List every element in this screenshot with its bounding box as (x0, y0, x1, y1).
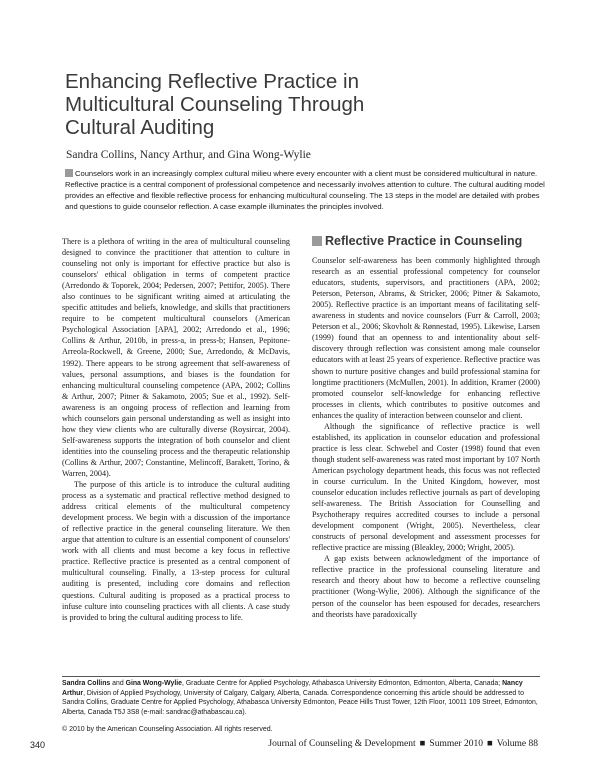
title-line: Cultural Auditing (65, 116, 215, 139)
journal-footer (268, 739, 538, 749)
footnote-author-name: Nancy Arthur (62, 680, 523, 697)
page-number: 340 (30, 740, 46, 750)
section-heading (312, 236, 540, 247)
left-column (62, 236, 290, 623)
body-paragraph: Although the significance of reflective practice is well established, its application in counselor education and professional practice is less clear. Schwebel and Coster (1998) found that even though student self-awareness was rated most important by 107 North American psychology department heads, this focus was not reflected in course curriculum. In the United Kingdom, however, most counselor education includes reflective journals as part of developing self-awareness. The British Association for Counselling and Psychotherapy requires accredited courses to include a personal development component (Wright, 2005). Nevertheless, clear constructs of personal development and assessment processes for reflective practice are missing (Bleakley, 2000; Wright, 2005). (312, 421, 540, 553)
journal-volume: Volume 88 (496, 739, 538, 749)
footer-separator: ■ (419, 739, 426, 749)
footnote-author-name: Gina Wong-Wylie (125, 680, 182, 687)
footnote-affiliation: , Graduate Centre for Applied Psychology, Athabasca University Edmonton, Edmonton, Alberta, Canada; (181, 680, 503, 687)
abstract-text: Counselors work in an increasingly complex cultural milieu where every encounter with a client must be considered multicultural in nature. Reflective practice is a central component of professional competence and necessarily involves attention to culture. The cultural auditing model provides an effective and flexible reflective process for enhancing multicultural counseling. The 13 steps in the model are detailed with probes and questions to guide counselor reflection. A case example illuminates the principles involved. (65, 169, 545, 211)
journal-name: Journal of Counseling & Development (268, 739, 416, 749)
body-paragraph: There is a plethora of writing in the area of multicultural counseling designed to convince the practitioner that attention to culture in counseling not only is important for effective practice but also is counselors' ethical obligation in terms of competent practice (Arredondo & Toporek, 2004; Pedersen, 2007; Pettifor, 2005). There also continues to be significant writing aimed at articulating the specific attitudes and beliefs, knowledge, and skills that practitioners require to be competent multicultural counselors (American Psychological Association [APA], 2002; Arredondo et al., 1996; Collins & Arthur, 2010b, in press-a, in press-b; Hansen, Pepitone-Arreola-Rockwell, & Greene, 2000; Sue, Arredondo, & McDavis, 1992). There appears to be strong agreement that self-awareness of values, personal assumptions, and biases is the foundation for enhancing multicultural counseling competence (APA, 2002; Collins & Arthur, 2007; Pitner & Sakamoto, 2005; Sue et al., 1992). Self-awareness is an ongoing process of reflection and learning from which counselors gain personal understanding as well as insight into how they view clients who are culturally diverse (Roysircar, 2004). Self-awareness supports the integration of both counselor and client identities into the counseling process and the therapeutic relationship (Collins & Arthur, 2007; Constantine, Melincoff, Barakett, Torino, & Warren, 2004). (62, 237, 290, 478)
footer-separator: ■ (486, 739, 493, 749)
section-bullet-icon (312, 236, 322, 246)
body-paragraph: The purpose of this article is to introduce the cultural auditing process as a systematic and practical reflective method designed to address critical elements of the multicultural competency development process. We begin with a discussion of the importance of reflective practice in the general counseling literature. We then argue that attention to culture is an essential component of counselors' work with all clients and must become a key focus in reflective practice. Reflective practice is presented as a central component of multicultural counseling. Finally, a 13-step process for cultural auditing is presented, including core domains and reflection questions. Cultural auditing is proposed as a practical process to infuse culture into counseling practices with all clients. A case study is provided to bring the cultural auditing process to life. (62, 480, 290, 622)
author-list: Sandra Collins, Nancy Arthur, and Gina Wong-Wylie (66, 149, 311, 161)
footnote-affiliation: , Division of Applied Psychology, University of Calgary, Calgary, Alberta, Canada. Correspondence concerning this article should be addressed to Sandra Collins, Graduate Centre for Applied Psychology, Athabasca University Edmonton, Peace Hills Trust Tower, 12th Floor, 10011 109 Street, Edmonton, Alberta, Canada T5J 3S8 (e-mail: sandrac@athabascau.ca). (62, 689, 538, 717)
title-line: Multicultural Counseling Through (65, 93, 365, 116)
journal-issue: Summer 2010 (429, 739, 483, 749)
abstract (65, 168, 545, 212)
section-heading-text: Reflective Practice in Counseling (325, 234, 523, 248)
right-column (312, 236, 540, 620)
article-title (65, 70, 485, 139)
section-bullet-icon (65, 169, 73, 177)
author-footnote: Sandra Collins and Gina Wong-Wylie, Graduate Centre for Applied Psychology, Athabasca University Edmonton, Edmonton, Alberta, Canada; Nancy Arthur, Division of Applied Psychology, University of Calgary, Calgary, Alberta, Canada. Correspondence concerning this article should be addressed to Sandra Collins, Graduate Centre for Applied Psychology, Athabasca University Edmonton, Peace Hills Trust Tower, 12th Floor, 10011 109 Street, Edmonton, Alberta, Canada T5J 3S8 (e-mail: sandrac@athabascau.ca). (62, 680, 538, 717)
title-line: Enhancing Reflective Practice in (65, 70, 359, 93)
footnote-divider (62, 676, 540, 677)
body-paragraph: Counselor self-awareness has been commonly highlighted through research as an essential professional competency for counselor educators, students, supervisors, and practitioners (APA, 2002; Peterson, Peterson, Abrams, & Stricker, 2006; Pitner & Sakamoto, 2005). Reflective practice is an important means of facilitating self-awareness in students and novice counselors (Furr & Carroll, 2003; Peterson et al., 2006; Skovholt & Rønnestad, 1995). Likewise, Larsen (1999) found that an openness to and intentionality about self-discovery through reflection was consistent among male counselor educators with at least 25 years of experience. Reflective practice was shown to nurture positive changes and build professional stamina for longtime practitioners (McMullen, 2001). In addition, Kramer (2000) promoted counselor self-knowledge for enhancing reflective processes in clients, which contributes to positive outcomes and enhances the quality of interaction between counselor and client. (312, 256, 540, 420)
body-paragraph: A gap exists between acknowledgment of the importance of reflective practice in the professional counseling literature and research and theory about how to become a reflective counseling practitioner (Wong-Wylie, 2006). Although the significance of the person of the counselor has been espoused for decades, researchers and theorists have paradoxically (312, 554, 540, 619)
footnote-author-name: Sandra Collins (62, 680, 111, 687)
copyright-notice: © 2010 by the American Counseling Association. All rights reserved. (62, 726, 273, 733)
